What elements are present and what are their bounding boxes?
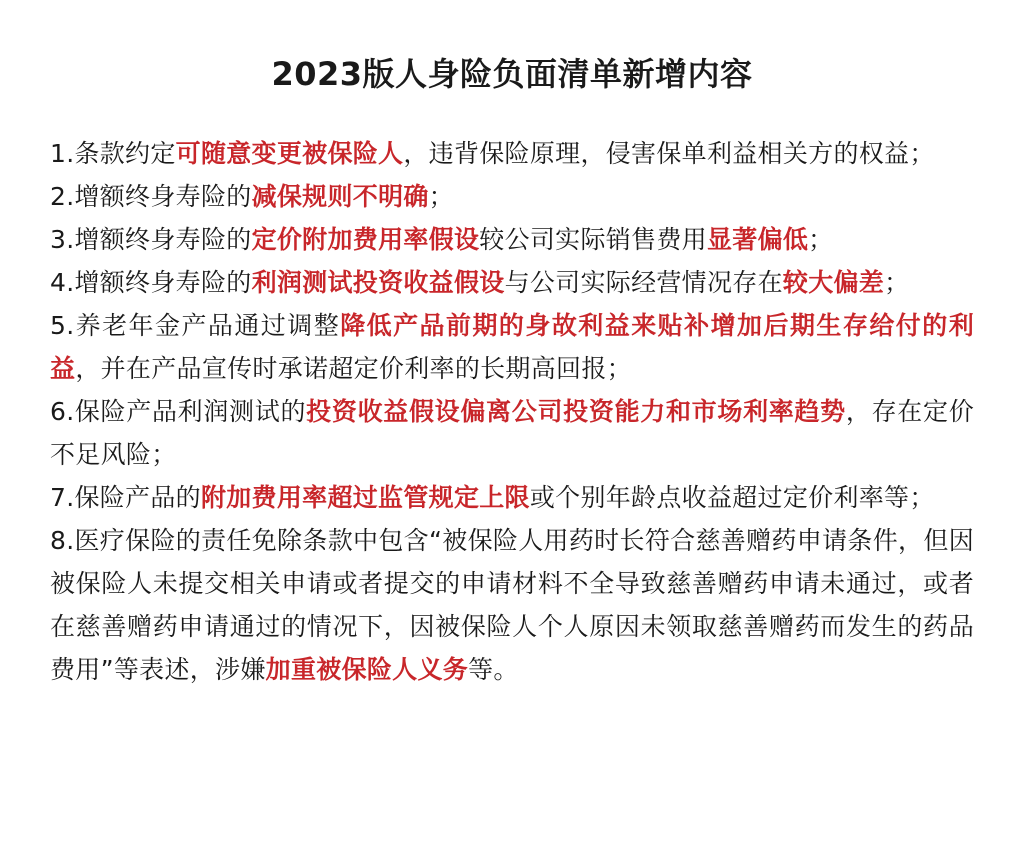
list-item: [50, 261, 974, 304]
highlighted-text: 减保规则不明确: [251, 182, 429, 211]
item-text: 4.增额终身寿险的: [50, 268, 252, 297]
item-text: ，存在定价不足风险；: [50, 397, 974, 469]
highlighted-text: 可随意变更被保险人: [175, 139, 404, 168]
item-text: 3.增额终身寿险的: [50, 225, 252, 254]
highlighted-text: 定价附加费用率假设: [251, 225, 480, 254]
highlighted-text: 降低产品前期的身故利益来贴补增加后期生存给付的利益: [50, 311, 974, 383]
list-item: [50, 519, 974, 691]
list-item: [50, 175, 974, 218]
item-text: ，违背保险原理，侵害保单利益相关方的权益；: [403, 139, 935, 168]
highlighted-text: 投资收益假设偏离公司投资能力和市场利率趋势: [306, 397, 846, 426]
item-text: 或个别年龄点收益超过定价利率等；: [529, 483, 935, 512]
list-item: [50, 132, 974, 175]
item-text: 等。: [468, 655, 519, 684]
item-text: 6.保险产品利润测试的: [50, 397, 307, 426]
highlighted-text: 附加费用率超过监管规定上限: [200, 483, 530, 512]
highlighted-text: 显著偏低: [706, 225, 809, 254]
item-text: 1.条款约定: [50, 139, 176, 168]
item-text: 5.养老年金产品通过调整: [50, 311, 341, 340]
item-list: [50, 132, 974, 691]
item-text: ；: [808, 225, 834, 254]
item-text: 2.增额终身寿险的: [50, 182, 252, 211]
highlighted-text: 加重被保险人义务: [265, 655, 469, 684]
item-text: 7.保险产品的: [50, 483, 201, 512]
item-text: 8.医疗保险的责任免除条款中包含“被保险人用药时长符合慈善赠药申请条件，但因被保险人未提交相关申请或者提交的申请材料不全导致慈善赠药申请未通过，或者在慈善赠药申请通过的情况下，因被保险人个人原因未领取慈善赠药而发生的药品费用”等表述，涉嫌: [50, 526, 974, 684]
item-text: ；: [884, 268, 910, 297]
list-item: [50, 390, 974, 476]
item-text: 较公司实际销售费用: [479, 225, 707, 254]
item-text: ；: [428, 182, 454, 211]
list-item: [50, 476, 974, 519]
page-title: 2023版人身险负面清单新增内容: [271, 55, 753, 93]
item-text: ，并在产品宣传时承诺超定价利率的长期高回报；: [75, 354, 632, 383]
list-item: [50, 304, 974, 390]
highlighted-text: 利润测试投资收益假设: [251, 268, 505, 297]
highlighted-text: 较大偏差: [782, 268, 885, 297]
item-text: 与公司实际经营情况存在: [504, 268, 783, 297]
list-item: [50, 218, 974, 261]
